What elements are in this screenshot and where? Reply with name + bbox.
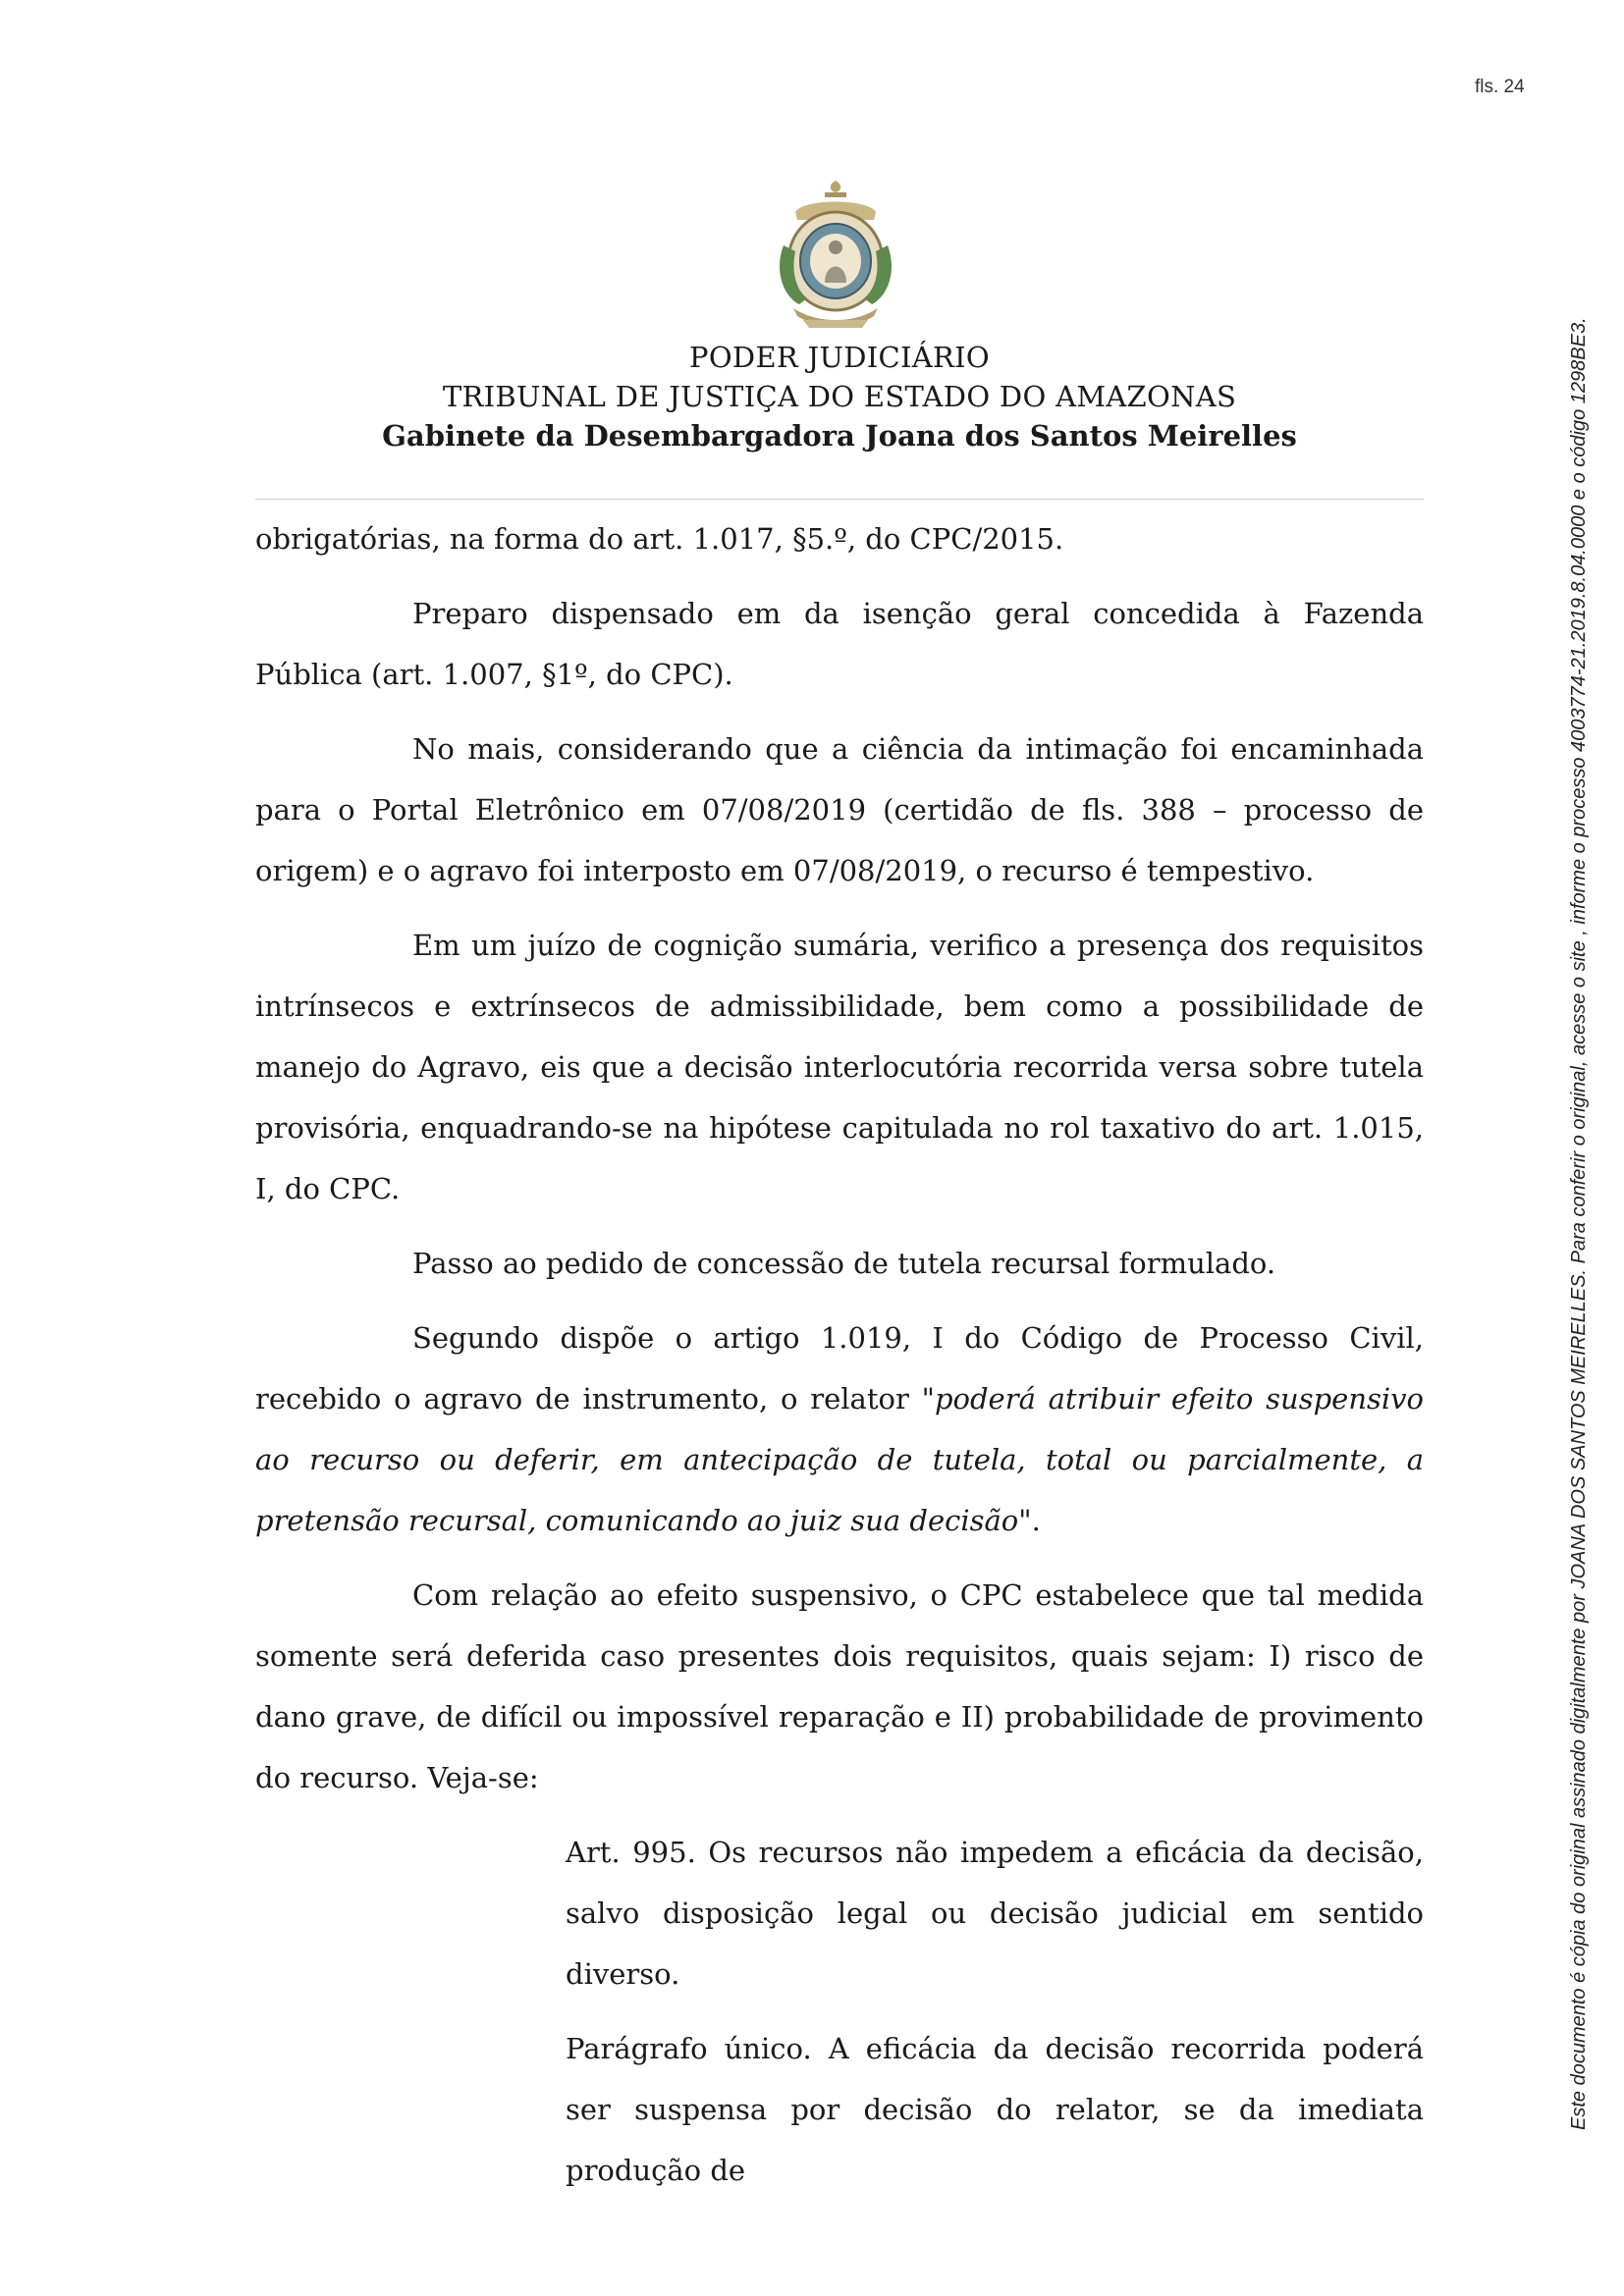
document-header (255, 338, 1424, 455)
page-number: fls. 24 (1475, 77, 1525, 97)
paragraph-4: Em um juízo de cognição sumária, verifico a presença dos requisitos intrínsecos e extrínsecos de admissibilidade, bem como a possibilidade de manejo do Agravo, eis que a decisão interlocutória recorrida versa sobre tutela provisória, enquadrando-se na hipótese capitulada no rol taxativo do art. 1.015, I, do CPC. (255, 929, 1424, 1205)
digital-signature-note: Este documento é cópia do original assinado digitalmente por JOANA DOS SANTOS MEIRELLES. Para conferir o original, acesse o site , informe o processo 4003774-21.2019.8.04.0000 e o código 1298BE3. (1568, 317, 1590, 2130)
document-body (255, 508, 1424, 2201)
paragraph-6-quote: "poderá atribuir efeito suspensivo ao recurso ou deferir, em antecipação de tutela, total ou parcialmente, a pretensão recursal, comunicando ao juiz sua decisão" (255, 1382, 1425, 1537)
header-divider (255, 499, 1424, 500)
paragraph-7: Com relação ao efeito suspensivo, o CPC estabelece que tal medida somente será deferida caso presentes dois requisitos, quais sejam: I) risco de dano grave, de difícil ou impossível reparação e II) probabilidade de provimento do recurso. Veja-se: (255, 1578, 1424, 1794)
paragraph-1: obrigatórias, na forma do art. 1.017, §5.º, do CPC/2015. (255, 522, 1064, 556)
header-line-2: TRIBUNAL DE JUSTIÇA DO ESTADO DO AMAZONAS (442, 380, 1237, 413)
paragraph-6-end: . (1031, 1504, 1041, 1537)
paragraph-5: Passo ao pedido de concessão de tutela recursal formulado. (412, 1247, 1276, 1280)
paragraph-6 (255, 1308, 1424, 1551)
paragraph-6-start: Segundo dispõe o artigo 1.019, I do Código de Processo Civil, recebido o agravo de instrumento, o relator (255, 1321, 1424, 1415)
header-line-3: Gabinete da Desembargadora Joana dos Santos Meirelles (382, 419, 1297, 453)
court-seal-icon (774, 177, 897, 334)
quote-paragraph-unico: Parágrafo único. A eficácia da decisão recorrida poderá ser suspensa por decisão do relator, se da imediata produção de (566, 2032, 1424, 2187)
paragraph-2: Preparo dispensado em da isenção geral concedida à Fazenda Pública (art. 1.007, §1º, do CPC). (255, 597, 1424, 691)
quote-article-995: Art. 995. Os recursos não impedem a eficácia da decisão, salvo disposição legal ou decisão judicial em sentido diverso. (566, 1836, 1424, 1991)
header-line-1: PODER JUDICIÁRIO (689, 341, 990, 374)
paragraph-3: No mais, considerando que a ciência da intimação foi encaminhada para o Portal Eletrônico em 07/08/2019 (certidão de fls. 388 – processo de origem) e o agravo foi interposto em 07/08/2019, o recurso é tempestivo. (255, 732, 1424, 887)
